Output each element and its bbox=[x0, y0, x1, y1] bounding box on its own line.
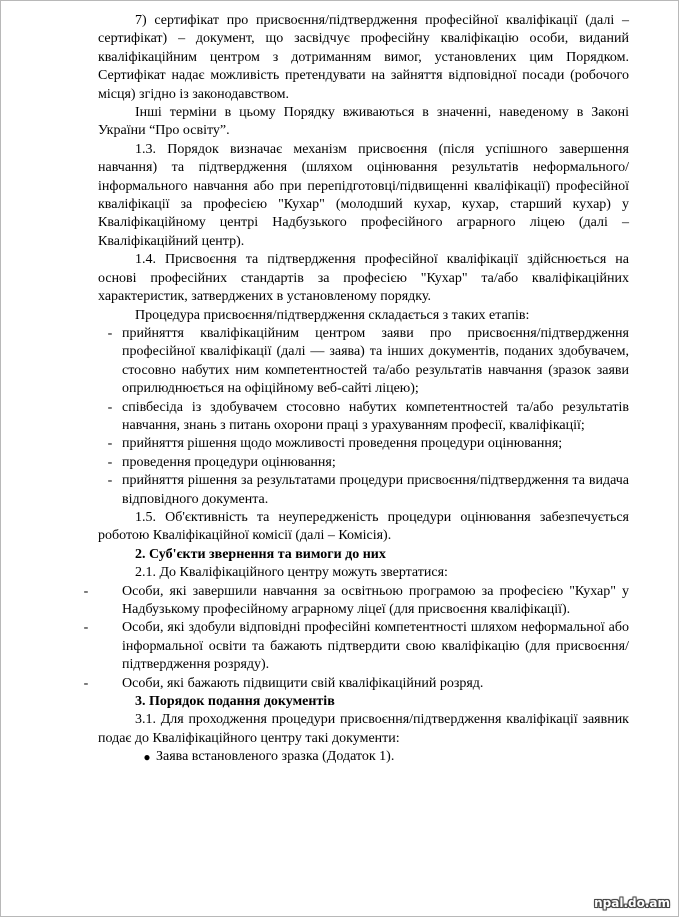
paragraph-3-1: 3.1. Для проходження процедури присвоєння/підтвердження кваліфікації заявник подає до Кваліфікаційного центру такі документи: bbox=[98, 712, 629, 746]
list-item-text: Особи, які завершили навчання за освітньою програмою за професією "Кухар" у Надбузькому професійному аграрному ліцеї (для присвоєння кваліфікації). bbox=[122, 583, 629, 617]
dash-marker: - bbox=[107, 436, 113, 452]
dash-marker: - bbox=[107, 325, 113, 341]
list-item bbox=[98, 399, 629, 436]
document-body bbox=[83, 12, 629, 767]
list-item-text: проведення процедури оцінювання; bbox=[122, 454, 336, 470]
dash-marker: - bbox=[107, 473, 113, 489]
list-item bbox=[74, 675, 629, 693]
list-item bbox=[134, 748, 629, 766]
paragraph-stages-intro: Процедура присвоєння/підтвердження складається з таких етапів: bbox=[135, 307, 530, 323]
list-item bbox=[98, 472, 629, 509]
dash-marker: - bbox=[107, 399, 113, 415]
documents-list bbox=[134, 748, 629, 766]
section-2-intro: 2.1. До Кваліфікаційного центру можуть звертатися: bbox=[135, 565, 448, 581]
list-item-text: прийняття рішення щодо можливості проведення процедури оцінювання; bbox=[122, 436, 563, 452]
list-item bbox=[74, 619, 629, 674]
stages-list bbox=[98, 325, 629, 509]
bullet-marker: ● bbox=[143, 750, 151, 765]
list-item bbox=[74, 583, 629, 620]
section-3-heading: 3. Порядок подання документів bbox=[135, 694, 335, 710]
dash-marker: - bbox=[83, 583, 89, 599]
list-item-text: Заява встановленого зразка (Додаток 1). bbox=[156, 749, 395, 765]
dash-marker: - bbox=[83, 620, 89, 636]
list-item bbox=[98, 454, 629, 472]
paragraph-certificate-definition: 7) сертифікат про присвоєння/підтвердження професійної кваліфікації (далі – сертифікат) – документ, що засвідчує професійну кваліфікацію особи, виданий кваліфікаційним центром з дотриманням вимог, установлених цим Порядком. Сертифікат надає можливість претендувати на зайняття відповідної посади (робочого місця) згідно із законодавством. bbox=[98, 13, 629, 102]
list-item-text: прийняття кваліфікаційним центром заяви про присвоєння/підтвердження професійної кваліфікації (далі — заява) та інших документів, поданих здобувачем, стосовно набутих ним компетентностей та/або результатів навчання (зразок заяви оприлюднюється на офіційному веб-сайті ліцею); bbox=[122, 325, 629, 397]
paragraph-1-5: 1.5. Об'єктивність та неупередженість процедури оцінювання забезпечується роботою Кваліфікаційної комісії (далі – Комісія). bbox=[98, 509, 629, 544]
watermark-logo: npal.do.am bbox=[594, 896, 670, 910]
list-item-text: Особи, які здобули відповідні професійні компетентності шляхом неформальної або інформальної освіти та бажають підтвердити свою кваліфікацію (для присвоєння/підтвердження розряду). bbox=[122, 620, 629, 673]
paragraph-1-3: 1.3. Порядок визначає механізм присвоєння (після успішного завершення навчання) та підтвердження (шляхом оцінювання результатів неформального/інформального навчання або при перепідготовці/підвищенні кваліфікації) професійної кваліфікації за професією "Кухар" (молодший кухар, кухар, старший кухар) у Кваліфікаційному центрі Надбузького професійного аграрного ліцею (далі – Кваліфікаційний центр). bbox=[98, 141, 629, 249]
list-item bbox=[98, 435, 629, 453]
paragraph-other-terms: Інші терміни в цьому Порядку вживаються в значенні, наведеному в Законі України “Про освіту”. bbox=[98, 105, 629, 139]
list-item bbox=[98, 325, 629, 399]
list-item-text: співбесіда із здобувачем стосовно набутих компетентностей та/або результатів навчання, знань з питань охорони праці з урахуванням професії, кваліфікації; bbox=[122, 399, 629, 433]
list-item-text: прийняття рішення за результатами процедури присвоєння/підтвердження та видача відповідного документа. bbox=[122, 473, 629, 507]
dash-marker: - bbox=[83, 675, 89, 691]
list-item-text: Особи, які бажають підвищити свій кваліфікаційний розряд. bbox=[122, 675, 484, 691]
paragraph-1-4: 1.4. Присвоєння та підтвердження професійної кваліфікації здійснюється на основі професійних стандартів за професією "Кухар" та/або кваліфікаційних характеристик, затверджених в установленому порядку. bbox=[98, 252, 629, 305]
dash-marker: - bbox=[107, 454, 113, 470]
applicants-list bbox=[74, 583, 629, 693]
section-2-heading: 2. Суб'єкти звернення та вимоги до них bbox=[135, 546, 386, 562]
